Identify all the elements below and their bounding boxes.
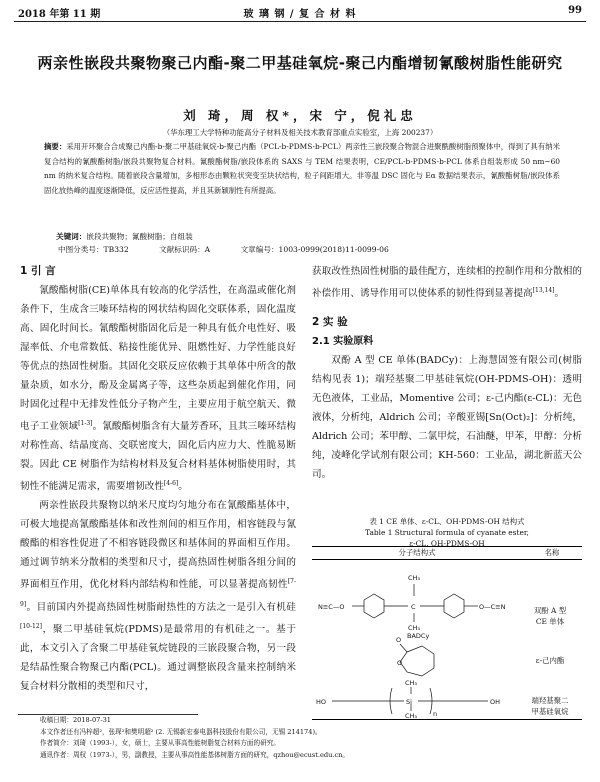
abstract-text: 采用开环聚合合成聚己内酯-b-聚二甲基硅氧烷-b-聚己内酯（PCL-b-PDMS-b-PCL）两亲性三嵌段聚合物混合进聚酰酸树脂预聚体中，得到了具有纳米复合结构的氰酸酯树脂/嵌段共聚物复合材料。氰酸酯树脂/嵌段体系的 SAXS 与 TEM 结果表明，CE/PCL-b-PDMS-b-PCL 体系自组装形成 50 nm~60 nm 的纳米复合结构。随着嵌段含量增加，多相形态由颗粒状突变至块状结构，粒子间距增大。非等温 DSC 固化与 Eα 数据结果表示，氰酸酯树脂/嵌段体系固化放热峰的温度逐渐降低，反应活性提高，并且其新颖制性有所提高。 — [44, 142, 560, 195]
atom-c-center: C — [411, 603, 416, 611]
footnote-received: 收稿日期：2018-07-31 — [40, 716, 111, 724]
paper-title: 两亲性嵌段共聚物聚己内酯-聚二甲基硅氧烷-聚己内酯增韧氰酸树脂性能研究 — [37, 54, 563, 72]
col-header-name: 名称 — [544, 548, 560, 557]
row-name-pdms: 端羟基聚二 甲基硅氧烷 — [531, 696, 569, 716]
atom-ch3-bottom: CH₃ — [408, 624, 421, 632]
table-caption — [312, 516, 582, 549]
running-header — [0, 0, 600, 22]
atom-ch3-si-bottom: CH₃ — [405, 712, 418, 718]
table-header-row — [312, 547, 582, 560]
subsection-heading-materials: 2.1 实验原料 — [312, 336, 374, 348]
atom-ho: HO — [316, 698, 327, 706]
table-caption-en-2: ε-CL, OH-PDMS-OH — [409, 539, 485, 548]
journal-name: 玻 璃 钢 / 复 合 材 料 — [243, 9, 357, 20]
footnote-corresp: 通讯作者：周权（1973-），男，副教授，主要从事高性能基体树脂方面的研究，qzhou@ecust.edu.cn。 — [40, 750, 350, 759]
atom-si: Si — [406, 698, 412, 706]
article-number: 文章编号：1003-0999(2018)11-0099-06 — [240, 245, 389, 254]
clc-number: 中图分类号：TB332 — [58, 245, 129, 254]
keywords-text: 嵌段共聚物；氰酸树脂；自组装 — [86, 232, 193, 241]
section-heading-intro: 1 引 言 — [20, 265, 56, 277]
intro-paragraph-2: 两亲性嵌段共聚物以纳米尺度均匀地分布在氰酸酯基体中，可极大地提高氰酸酯基体和改性剂间的相互作用，相容链段与氰酸酯的相容性促进了不相容链段微区和基体间的界面相互作用。通过调节纳米分散相的类型和尺寸，提高热固性树脂各组分间的界面相互作用，优化材料内部结构和性能，可以显著提高韧性[7-9]。目前国内外提高热固性树脂耐热性的方法之一是引入有机硅[10-12]，聚二甲基硅氧烷(PDMS)是最常用的有机硅之一。基于此，本文引入了含聚二甲基硅氧烷链段的三嵌段聚合物，另一段是结晶性聚合物聚己内酯(PCL)。通过调整嵌段含量来控制纳米复合材料分散相的类型和尺寸， — [20, 500, 296, 692]
cyanate-right: O—C≡N — [479, 603, 506, 611]
footnote-fund: 本文作者还有冯梓超²，张琛²和樊明超² (2. 无锡新宏泰电器科技股份有限公司，无锡 214174)。 — [40, 727, 322, 736]
table-caption-cn: 表 1 CE 单体、ε-CL、OH-PDMS-OH 结构式 — [369, 517, 525, 526]
left-column — [20, 262, 296, 696]
classification-line — [58, 244, 417, 255]
page-number: 99 — [568, 5, 582, 16]
header-rule — [14, 21, 586, 22]
affiliation: （华东理工大学特种功能高分子材料及相关技术教育部重点实验室，上海 200237） — [162, 128, 438, 137]
col-header-structure: 分子结构式 — [398, 548, 436, 557]
intro-paragraph-1: 氰酸酯树脂(CE)单体具有较高的化学活性，在高温或催化剂条件下，生成含三嗪环结构的网状结构固化交联体系，固化温度高、固化时间长。氰酸酯树脂固化后是一种具有低介电性好、吸湿率低、介电常数低、粘接性能优异、阻燃性好、力学性能良好等优点的热固性树脂。其固化交联反应依赖于其单体中所含的散量杂质，如水分，酚及金属离子等，这些杂质起到催化作用，同时固化过程中无排发性低分子物产生，主要应用于航空航天、微电子工业领域[1-3]。氰酸酯树脂含有大量芳香环，且其三嗪环结构对称性高、结晶度高、交联密度大，固化后内应力大、性脆易断裂。因此 CE 树脂作为结构材料及复合材料基体树脂使用时，其韧性不能满足需求，需要增韧改性[4-6]。 — [20, 285, 297, 493]
section-heading-experiment: 2 实 验 — [312, 316, 348, 329]
materials-paragraph: 双酚 A 型 CE 单体(BADCy)：上海慧固签有限公司(树脂结构见表 1)；端羟基聚二甲基硅氧烷(OH-PDMS-OH)：透明无色液体，工业品，Momentive 公司；ε-己内酯(ε-CL)：无色液体，分析纯，Aldrich 公司；辛酸亚锡[Sn(Oct)₂]：分析纯，Aldrich 公司；苯甲醇、二氯甲烷，石油醚，甲苯，甲醇：分析纯，凌峰化学试剂有限公司；KH-560：工业品，湖北新蓝天公司。 — [312, 355, 582, 481]
atom-o-carbonyl: O — [396, 636, 402, 644]
author-list: 刘 琦，周 权*，宋 宁，倪礼忠 — [183, 108, 417, 123]
intro-continuation: 获取改性热固性树脂的最佳配方，连续相的控制作用和分散相的补偿作用、诱导作用可以使体系的韧性得到显著提高[13,14]。 — [312, 266, 582, 300]
atom-ch3-si-top: CH₃ — [405, 679, 418, 687]
structure-drawings — [312, 560, 522, 718]
row-name-ecl: ε-己内酯 — [535, 656, 565, 665]
repeat-n: n — [433, 710, 438, 718]
structure-table — [312, 546, 582, 720]
abstract — [44, 140, 560, 198]
keywords-label: 关键词： — [56, 232, 87, 241]
cyanate-left: N≡C—O — [318, 603, 345, 611]
atom-oh: OH — [490, 698, 501, 706]
table-caption-en: Table 1 Structural formula of cyanate ester, — [365, 528, 529, 537]
badcy-sublabel: BADCy — [407, 632, 430, 640]
keywords — [56, 231, 193, 242]
row-name-badcy: 双酚 A 型 CE 单体 — [533, 606, 567, 626]
atom-ch3-top: CH₃ — [408, 574, 421, 582]
abstract-label: 摘要： — [44, 142, 67, 151]
caprolactone-structure — [400, 644, 434, 676]
footnotes — [40, 715, 580, 761]
issue-label: 2018 年第 11 期 — [18, 9, 101, 20]
footnote-author: 作者简介：刘琦（1993-），女，硕士，主要从事高性能树脂复合材料方面的研究。 — [40, 739, 280, 747]
right-column — [312, 262, 582, 484]
atom-o-ring: O — [397, 659, 403, 667]
doc-code: 文献标识码：A — [159, 245, 211, 254]
